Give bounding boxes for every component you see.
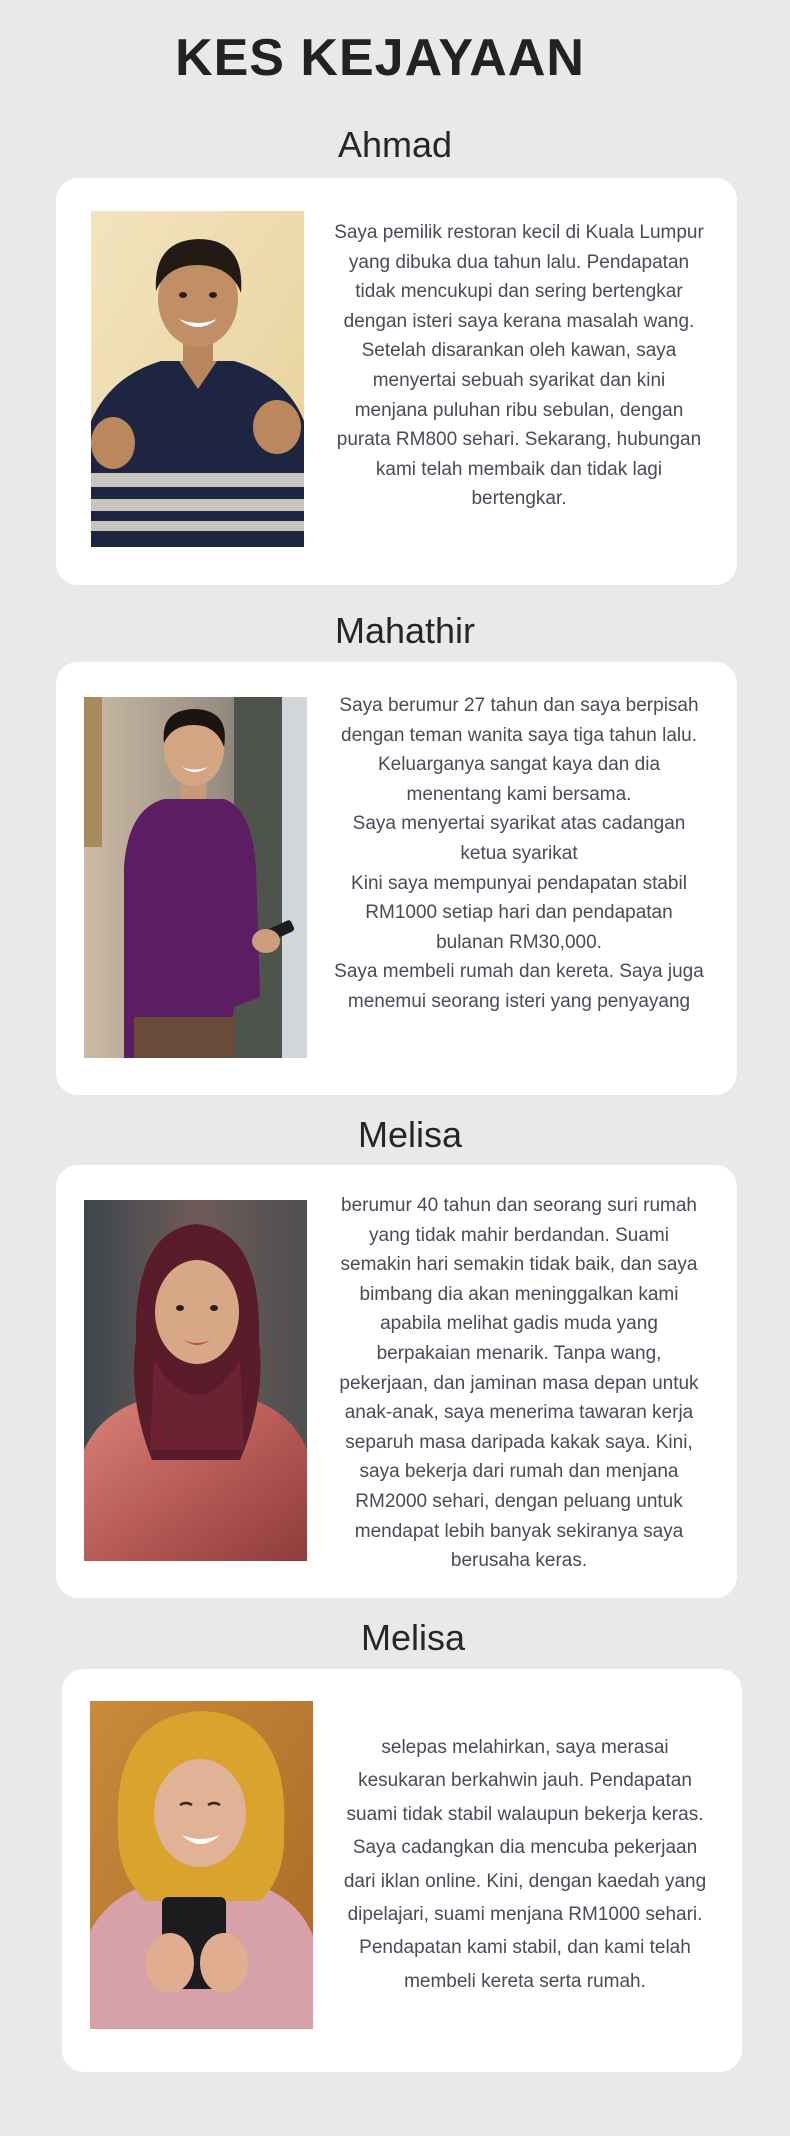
- page-title: KES KEJAYAAN: [175, 29, 585, 87]
- testimonial-name: Ahmad: [337, 124, 453, 165]
- testimonial-story: Saya pemilik restoran kecil di Kuala Lumpur yang dibuka dua tahun lalu. Pendapatan tidak mencukupi dan sering bertengkar dengan isteri saya kerana masalah wang. Setelah disarankan oleh kawan, saya menyertai sebuah syarikat dan kini menjana puluhan ribu sebulan, dengan purata RM800 sehari. Sekarang, hubungan kami telah membaik dan tidak lagi bertengkar.: [334, 222, 704, 510]
- testimonial-story: Saya berumur 27 tahun dan saya berpisah dengan teman wanita saya tiga tahun lalu. Keluarganya sangat kaya dan dia menentang kami bersama. Saya menyertai syarikat atas cadangan ketua syarikat Kini saya mempunyai pendapatan stabil RM1000 setiap hari dan pendapatan bulanan RM30,000. Saya membeli rumah dan kereta. Saya juga menemui seorang isteri yang penyayang: [334, 695, 704, 1012]
- testimonial-story: selepas melahirkan, saya merasai kesukaran berkahwin jauh. Pendapatan suami tidak stabil walaupun bekerja keras. Saya cadangkan dia mencuba pekerjaan dari iklan online. Kini, dengan kaedah yang dipelajari, suami menjana RM1000 sehari. Pendapatan kami stabil, dan kami telah membeli kereta serta rumah.: [343, 1737, 707, 1992]
- testimonial-card: [56, 662, 737, 1095]
- testimonial-card: [62, 1669, 742, 2072]
- testimonial-story: berumur 40 tahun dan seorang suri rumah yang tidak mahir berdandan. Suami semakin hari semakin tidak baik, dan saya bimbang dia akan meninggalkan kami apabila melihat gadis muda yang berpakaian menarik. Tanpa wang, pekerjaan, dan jaminan masa depan untuk anak-anak, saya menerima tawaran kerja separuh masa daripada kakak saya. Kini, saya bekerja dari rumah dan menjana RM2000 sehari, dengan peluang untuk mendapat lebih banyak sekiranya saya berusaha keras.: [339, 1195, 699, 1572]
- testimonial-name: Melisa: [360, 1617, 466, 1658]
- testimonial-name: Melisa: [357, 1114, 463, 1155]
- woman-in-maroon-hijab-photo: [84, 1200, 307, 1561]
- man-in-striped-shirt-photo: [91, 211, 304, 547]
- woman-in-yellow-hijab-photo: [90, 1701, 313, 2029]
- testimonial-card: [56, 178, 737, 585]
- testimonial-card: [56, 1165, 737, 1598]
- testimonial-name: Mahathir: [334, 610, 476, 651]
- man-in-purple-shirt-photo: [84, 697, 307, 1058]
